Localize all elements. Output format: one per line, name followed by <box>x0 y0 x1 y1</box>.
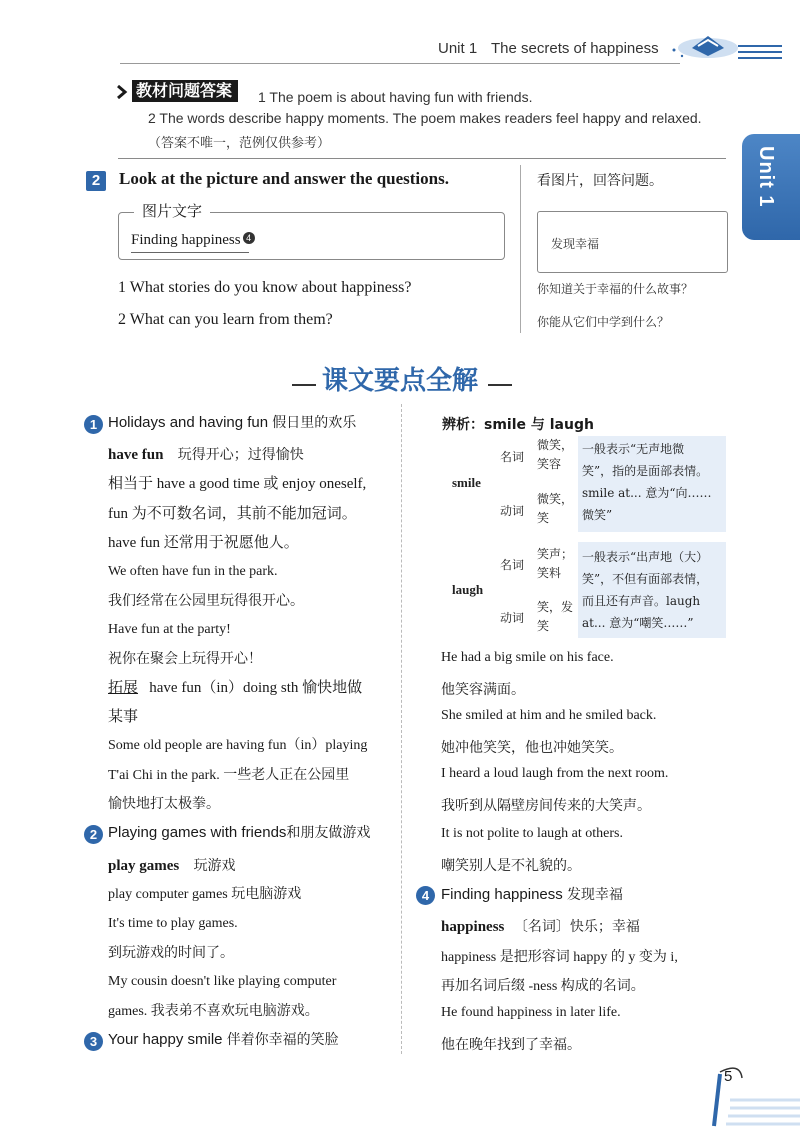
point-2-line-1: play computer games 玩电脑游戏 <box>108 887 302 902</box>
point-4-line-1: happiness 是把形容词 happy 的 y 变为 i, <box>441 950 678 965</box>
smile-desc-4: 微笑” <box>582 508 613 522</box>
book-decoration-icon <box>664 26 784 66</box>
point-2-example-2-cn: 我表弟不喜欢玩电脑游戏。 <box>150 1003 319 1019</box>
section-2-heading: Look at the picture and answer the questions. <box>119 169 449 188</box>
question-2-cn: 你能从它们中学到什么？ <box>537 315 670 329</box>
compare-example-1: He had a big smile on his face. <box>441 650 614 665</box>
point-1-line-3: have fun 还常用于祝愿他人。 <box>108 535 299 551</box>
point-3-title-cn: 伴着你幸福的笑脸 <box>226 1032 339 1048</box>
header-rule <box>120 63 680 64</box>
compare-example-3: I heard a loud laugh from the next room. <box>441 766 669 781</box>
picture-text-underline <box>131 252 249 253</box>
point-4-keyword-cn: 〔名词〕快乐；幸福 <box>513 919 640 935</box>
point-1-example-3b <box>108 765 398 786</box>
picture-text <box>131 232 255 249</box>
picture-ref-badge: 4 <box>243 232 255 244</box>
point-1-title-cn: 假日里的欢乐 <box>272 415 357 431</box>
point-2-example-2: My cousin doesn't like playing computer <box>108 974 337 989</box>
point-3-title: Your happy smile <box>108 1031 223 1048</box>
picture-text-label: 图片文字 <box>134 200 210 221</box>
compare-example-2: She smiled at him and he smiled back. <box>441 708 657 723</box>
point-2-title-cn: 和朋友做游戏 <box>286 825 371 841</box>
column-separator-top <box>520 165 521 333</box>
header-title: The secrets of happiness <box>491 40 659 57</box>
unit-side-tab <box>742 134 800 240</box>
picture-text-cn: 发现幸福 <box>551 237 600 251</box>
smile-noun-1: 微笑， <box>537 438 574 452</box>
point-4-keyword-line <box>441 916 640 936</box>
section-divider <box>118 158 726 159</box>
smile-noun-label: 名词 <box>500 450 525 464</box>
unit-side-tab-text: Unit 1 <box>755 146 777 208</box>
point-1-line-1: 相当于 have a good time 或 enjoy oneself, <box>108 476 367 492</box>
point-1-example-3: Some old people are having fun（in）playing <box>108 738 368 753</box>
answers-tag: 教材问题答案 <box>132 80 238 102</box>
smile-desc-1: 一般表示“无声地微 <box>582 442 685 456</box>
point-4-example-1-cn: 他在晚年找到了幸福。 <box>441 1037 581 1053</box>
point-2-keyword-line <box>108 855 398 876</box>
laugh-noun-label: 名词 <box>500 558 525 572</box>
compare-heading: 辨析：smile 与 laugh <box>442 417 594 433</box>
laugh-noun-1: 笑声； <box>537 547 574 561</box>
laugh-desc-3: 而且还有声音。laugh <box>582 594 701 608</box>
laugh-verb-label: 动词 <box>500 611 525 625</box>
point-1-extension <box>108 678 398 698</box>
point-2-example-1-cn: 到玩游戏的时间了。 <box>108 945 234 961</box>
point-1-heading <box>108 413 398 433</box>
header-unit: Unit 1 <box>438 40 478 57</box>
page-corner-decoration-icon <box>700 1060 800 1130</box>
compare-laugh: laugh <box>452 582 484 597</box>
point-2-title: Playing games with friends <box>108 824 287 841</box>
answer-note: （答案不唯一，范例仅供参考） <box>148 136 331 151</box>
page-number: 5 <box>724 1068 733 1085</box>
question-1-cn: 你知道关于幸福的什么故事？ <box>537 282 694 296</box>
compare-smile: smile <box>452 475 481 490</box>
laugh-verb-2: 笑 <box>537 619 550 633</box>
point-2-example-2b-en: games. <box>108 1004 148 1019</box>
main-title <box>0 360 800 397</box>
smile-noun-2: 笑容 <box>537 457 562 471</box>
extension-label: 拓展 <box>108 680 139 696</box>
point-4-title-cn: 发现幸福 <box>566 887 623 903</box>
point-1-example-2-cn: 祝你在聚会上玩得开心！ <box>108 651 262 667</box>
smile-desc-3: smile at... 意为“向…… <box>582 486 712 500</box>
extension-text: have fun（in）doing sth 愉快地做 <box>149 680 363 696</box>
point-2-badge: 2 <box>84 825 103 844</box>
picture-text-value: Finding happiness <box>131 232 241 248</box>
point-1-badge: 1 <box>84 415 103 434</box>
section-2-badge: 2 <box>86 171 106 191</box>
compare-example-3-cn: 我听到从隔壁房间传来的大笑声。 <box>441 798 651 814</box>
point-4-badge: 4 <box>416 886 435 905</box>
question-2: 2 What can you learn from them? <box>118 311 333 328</box>
laugh-desc-1: 一般表示“出声地（大） <box>582 550 709 564</box>
smile-verb-1: 微笑， <box>537 492 574 506</box>
point-4-title: Finding happiness <box>441 886 563 903</box>
point-4-line-2: 再加名词后缀 -ness 构成的名词。 <box>441 979 645 994</box>
point-1-line-2: fun 为不可数名词，其前不能加冠词。 <box>108 506 357 522</box>
point-1-example-1: We often have fun in the park. <box>108 564 278 579</box>
section-2-heading-cn: 看图片，回答问题。 <box>537 173 663 189</box>
point-4-keyword: happiness <box>441 919 505 935</box>
laugh-verb-1: 笑，发 <box>537 600 574 614</box>
arrow-icon <box>116 85 128 99</box>
point-1-title: Holidays and having fun <box>108 414 269 431</box>
point-3-heading <box>108 1030 398 1050</box>
point-3-badge: 3 <box>84 1032 103 1051</box>
compare-example-1-cn: 他笑容满面。 <box>441 682 525 698</box>
point-4-heading <box>441 884 623 904</box>
laugh-noun-2: 笑料 <box>537 566 562 580</box>
point-1-keyword-cn: 玩得开心；过得愉快 <box>177 447 304 463</box>
laugh-desc-2: 笑”，不但有面部表情， <box>582 572 709 586</box>
laugh-desc-4: at... 意为“嘲笑……” <box>582 616 694 630</box>
point-2-heading <box>108 823 398 843</box>
point-2-example-1: It's time to play games. <box>108 916 238 931</box>
point-1-keyword-line <box>108 444 398 465</box>
point-2-keyword: play games <box>108 858 180 874</box>
smile-verb-label: 动词 <box>500 504 525 518</box>
compare-example-4-cn: 嘲笑别人是不礼貌的。 <box>441 858 581 874</box>
smile-verb-2: 笑 <box>537 511 550 525</box>
point-1-example-1-cn: 我们经常在公园里玩得很开心。 <box>108 593 304 609</box>
point-2-example-2b <box>108 1001 398 1022</box>
title-underline-right <box>488 384 512 386</box>
compare-example-4: It is not polite to laugh at others. <box>441 826 623 841</box>
point-1-example-2: Have fun at the party! <box>108 622 231 637</box>
answer-line-2: 2 The words describe happy moments. The poem makes readers feel happy and relaxed. <box>148 110 702 126</box>
column-separator <box>401 404 403 1054</box>
point-1-example-3-cn: 一些老人正在公园里 <box>223 767 350 783</box>
point-1-keyword: have fun <box>108 447 164 463</box>
point-1-example-3b-en: T'ai Chi in the park. <box>108 768 220 783</box>
smile-desc-2: 笑”，指的是面部表情。 <box>582 464 709 478</box>
question-1: 1 What stories do you know about happiness? <box>118 279 412 296</box>
main-title-text: 课文要点全解 <box>321 366 478 396</box>
point-1-example-3-cn-2: 愉快地打太极拳。 <box>108 796 220 812</box>
point-4-example-1: He found happiness in later life. <box>441 1005 621 1020</box>
point-1-extension-2: 某事 <box>108 709 139 725</box>
answer-line-1: 1 The poem is about having fun with friends. <box>258 89 533 105</box>
compare-example-2-cn: 她冲他笑笑，他也冲她笑笑。 <box>441 740 623 756</box>
point-2-keyword-cn: 玩游戏 <box>193 858 236 874</box>
